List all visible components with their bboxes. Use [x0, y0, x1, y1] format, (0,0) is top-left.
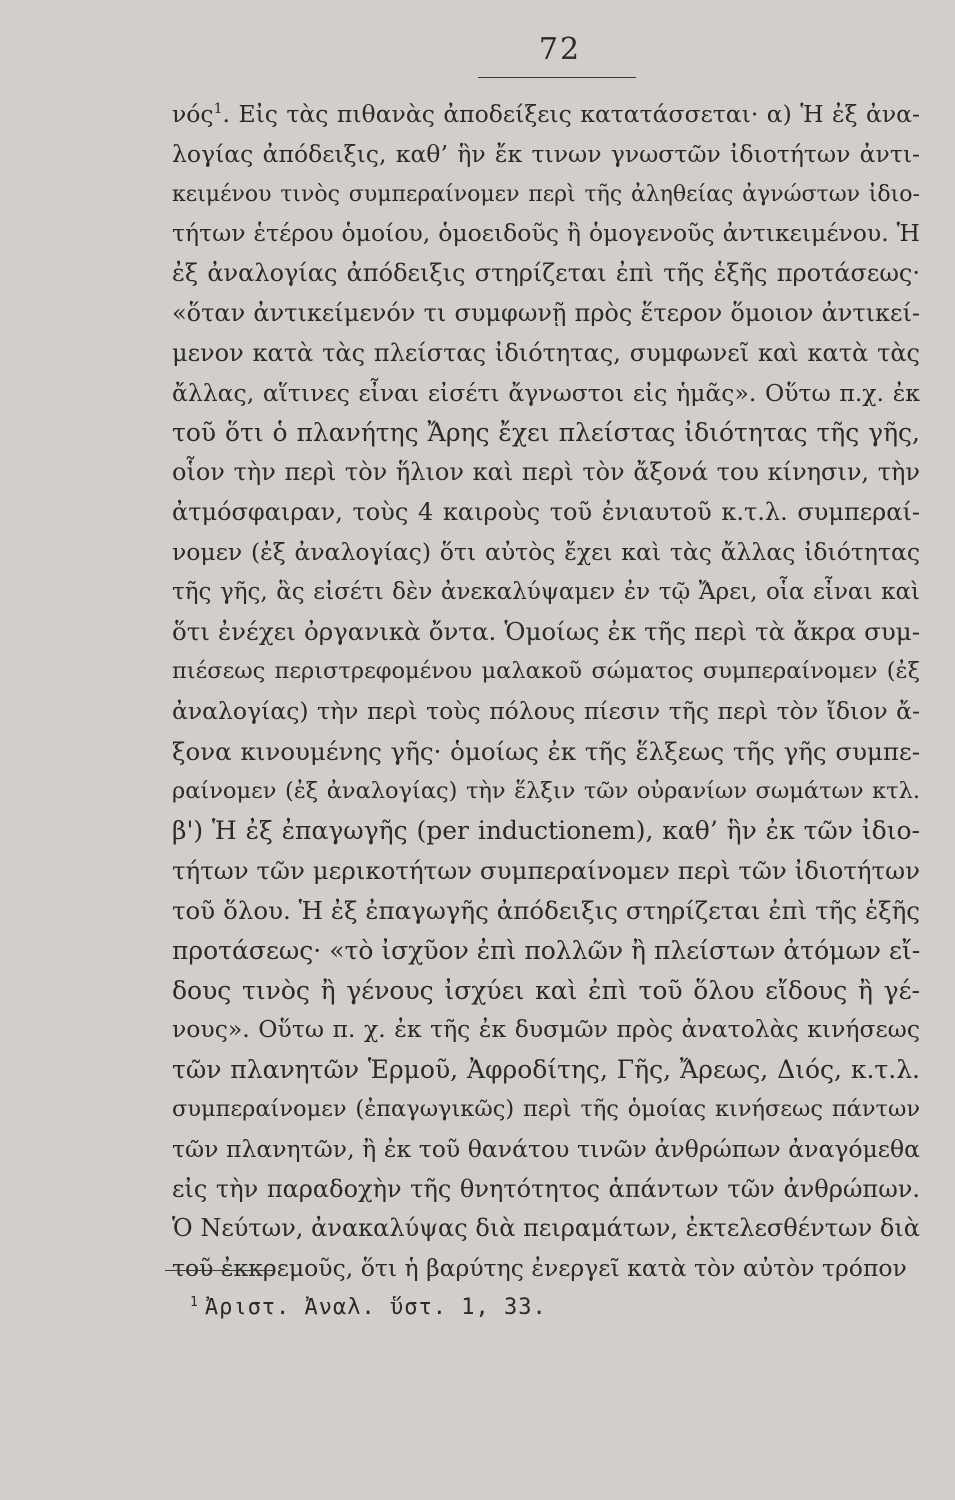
text-line: προτάσεως· «τὸ ἰσχῦον ἐπὶ πολλῶν ἢ πλείστων ἀτόμων εἴ-	[172, 935, 921, 965]
text-fragment: . Εἰς τὰς πιθανὰς ἀποδείξεις κατατάσσεται· α) Ἡ ἐξ ἀνα-	[222, 100, 920, 128]
text-line: τοῦ ὅλου. Ἡ ἐξ ἐπαγωγῆς ἀπόδειξις στηρίζεται ἐπὶ τῆς ἑξῆς	[172, 895, 920, 925]
text-line: τῶν πλανητῶν, ἢ ἐκ τοῦ θανάτου τινῶν ἀνθρώπων ἀναγόμεθα	[172, 1134, 920, 1163]
text-line: οἷον τὴν περὶ τὸν ἥλιον καὶ περὶ τὸν ἄξονά του κίνησιν, τὴν	[172, 458, 920, 487]
page-number: 72	[538, 32, 582, 67]
text-line: νομεν (ἐξ ἀναλογίας) ὅτι αὐτὸς ἔχει καὶ τὰς ἄλλας ἰδιότητας	[172, 537, 920, 566]
text-line: τῆς γῆς, ἃς εἰσέτι δὲν ἀνεκαλύψαμεν ἐν τῷ Ἄρει, οἷα εἶναι καὶ	[172, 578, 920, 605]
page-number-rule	[478, 77, 636, 78]
text-line: νους». Οὕτω π. χ. ἐκ τῆς ἐκ δυσμῶν πρὸς ἀνατολὰς κινήσεως	[172, 1015, 920, 1044]
footnote-reference: 1	[213, 101, 223, 118]
text-line: ἄλλας, αἵτινες εἶναι εἰσέτι ἄγνωστοι εἰς ἡμᾶς». Οὕτω π.χ. ἐκ	[172, 378, 920, 407]
text-line: ξονα κινουμένης γῆς· ὁμοίως ἐκ τῆς ἕλξεως τῆς γῆς συμπε-	[172, 736, 920, 766]
text-line: ραίνομεν (ἐξ ἀναλογίας) τὴν ἕλξιν τῶν οὐρανίων σωμάτων κτλ.	[172, 777, 920, 804]
text-line: τοῦ ὅτι ὁ πλανήτης Ἄρης ἔχει πλείστας ἰδιότητας τῆς γῆς,	[172, 418, 920, 448]
text-line: εἰς τὴν παραδοχὴν τῆς θνητότητος ἁπάντων τῶν ἀνθρώπων.	[172, 1174, 920, 1203]
text-fragment: νός	[172, 100, 214, 128]
text-line: ὅτι ἐνέχει ὀργανικὰ ὄντα. Ὁμοίως ἐκ τῆς περὶ τὰ ἄκρα συμ-	[172, 617, 920, 647]
text-line: τῶν πλανητῶν Ἑρμοῦ, Ἀφροδίτης, Γῆς, Ἄρεως, Διός, κ.τ.λ.	[172, 1055, 920, 1085]
text-line: ἀναλογίας) τὴν περὶ τοὺς πόλους πίεσιν τῆς περὶ τὸν ἴδιον ἄ-	[172, 696, 920, 725]
text-line: τήτων τῶν μερικοτήτων συμπεραίνομεν περὶ τῶν ἰδιοτήτων	[172, 856, 920, 886]
text-line: τοῦ ἐκκρεμοῦς, ὅτι ἡ βαρύτης ἐνεργεῖ κατὰ τὸν αὐτὸν τρόπον	[172, 1254, 907, 1283]
text-line: Ὁ Νεύτων, ἀνακαλύψας διὰ πειραμάτων, ἐκτελεσθέντων διὰ	[172, 1214, 920, 1243]
text-line: λογίας ἀπόδειξις, καθ’ ἣν ἔκ τινων γνωστῶν ἰδιοτήτων ἀντι-	[172, 139, 920, 168]
footnote-text: Ἀριστ. Ἀναλ. ὕστ. 1, 33.	[204, 1295, 547, 1320]
text-line: ἐξ ἀναλογίας ἀπόδειξις στηρίζεται ἐπὶ τῆς ἑξῆς προτάσεως·	[172, 259, 920, 288]
text-line: ἀτμόσφαιραν, τοὺς 4 καιροὺς τοῦ ἐνιαυτοῦ κ.τ.λ. συμπεραί-	[172, 497, 920, 526]
text-line: συμπεραίνομεν (ἐπαγωγικῶς) περὶ τῆς ὁμοίας κινήσεως πάντων	[172, 1095, 920, 1122]
text-line: β') Ἡ ἐξ ἐπαγωγῆς (per inductionem), καθ’ ἣν ἐκ τῶν ἰδιο-	[172, 816, 920, 846]
footnote-rule	[165, 1270, 273, 1271]
text-line: μενον κατὰ τὰς πλείστας ἰδιότητας, συμφωνεῖ καὶ κατὰ τὰς	[172, 338, 920, 367]
body-text	[172, 95, 920, 1289]
text-line: τήτων ἑτέρου ὁμοίου, ὁμοειδοῦς ἢ ὁμογενοῦς ἀντικειμένου. Ἡ	[172, 219, 920, 248]
footnote-marker: 1	[190, 1294, 199, 1310]
text-line: κειμένου τινὸς συμπεραίνομεν περὶ τῆς ἀληθείας ἀγνώστων ἰδιο-	[172, 181, 920, 207]
text-line: δους τινὸς ἢ γένους ἰσχύει καὶ ἐπὶ τοῦ ὅλου εἴδους ἢ γέ-	[172, 975, 920, 1005]
text-line	[172, 95, 920, 135]
text-line: πιέσεως περιστρεφομένου μαλακοῦ σώματος συμπεραίνομεν (ἐξ	[172, 658, 920, 685]
footnote	[190, 1295, 547, 1320]
text-line: «ὅταν ἀντικείμενόν τι συμφωνῇ πρὸς ἕτερον ὅμοιον ἀντικεί-	[172, 298, 920, 327]
